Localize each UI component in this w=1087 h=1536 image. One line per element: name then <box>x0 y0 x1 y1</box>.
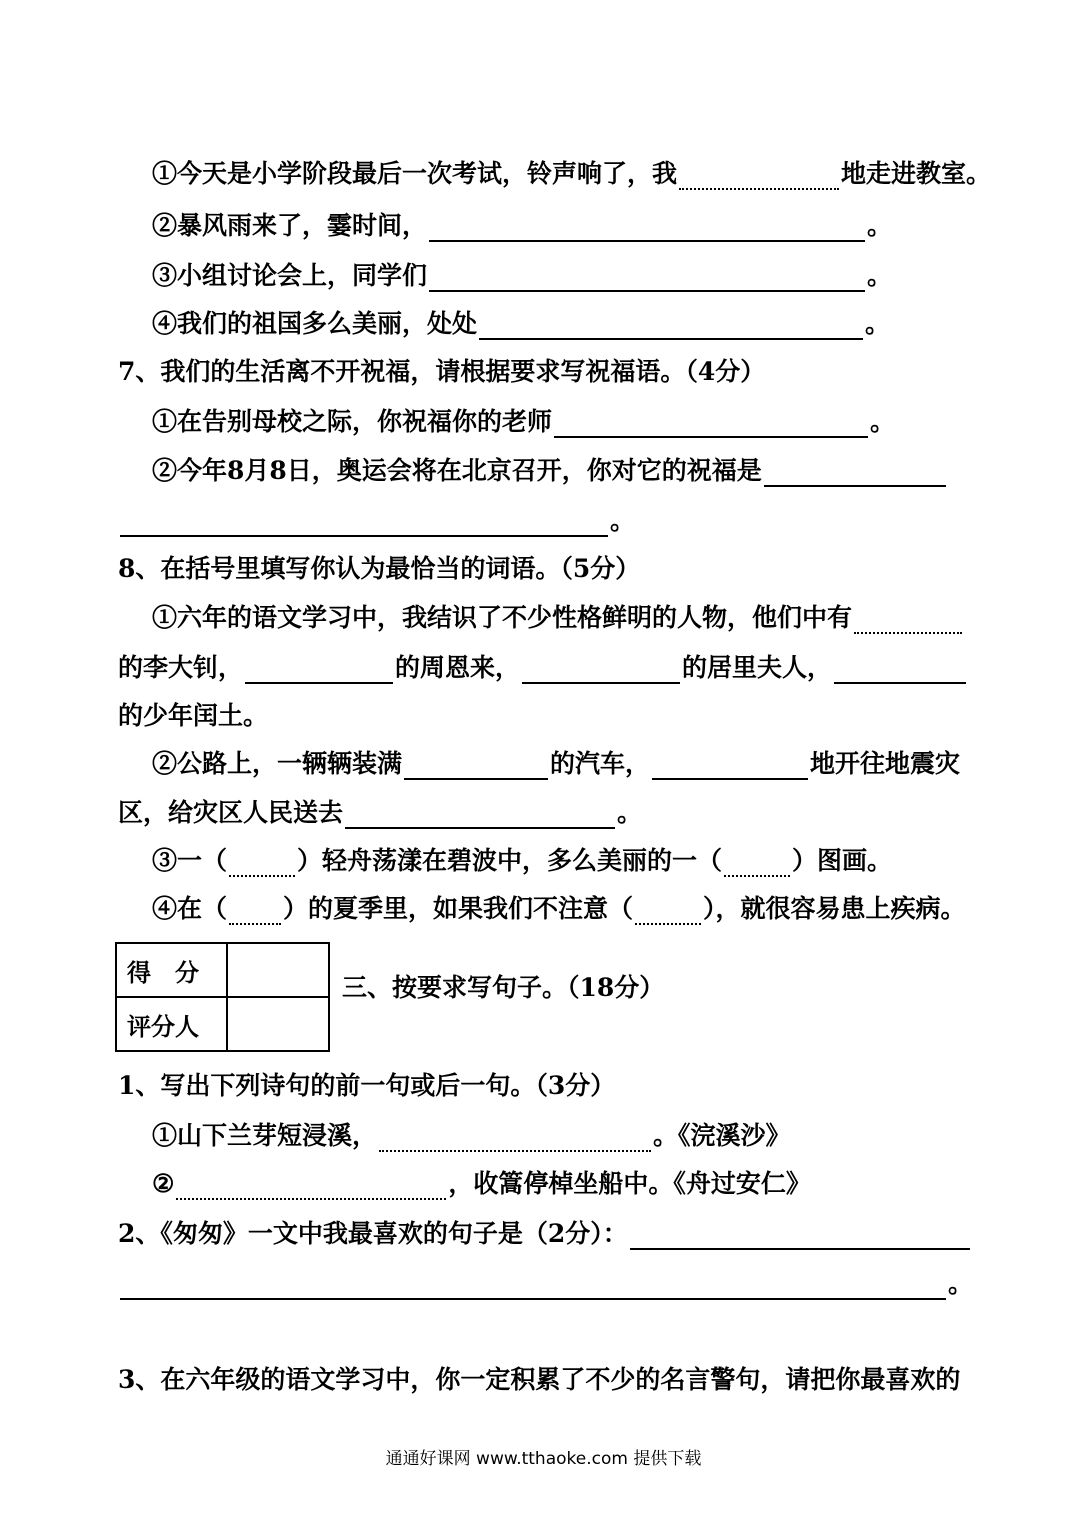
q8-item-1-cont <box>118 652 968 684</box>
s3q2-title: 2、《匆匆》一文中我最喜欢的句子是（2分）： <box>118 1219 628 1248</box>
q7-item-2-suffix: 。 <box>610 506 636 535</box>
q6-item-2-text: ②暴风雨来了，霎时间， <box>152 211 428 240</box>
grader-field[interactable] <box>227 997 329 1051</box>
q8-item-1-p1: 的李大钊， <box>118 653 244 682</box>
q7-item-1-text: ①在告别母校之际，你祝福你的老师 <box>152 407 553 436</box>
s3q1-item-2-blank[interactable] <box>176 1172 446 1200</box>
q8-item-1-blank-1[interactable] <box>854 606 962 634</box>
q8-item-2-blank-2[interactable] <box>652 752 808 780</box>
s3q1-item-1-blank[interactable] <box>379 1124 651 1152</box>
s3q1-title <box>118 1070 615 1102</box>
s3q1-item-1-text: ①山下兰芽短浸溪， <box>152 1121 378 1150</box>
s3q2 <box>118 1218 972 1250</box>
q8-item-3-a: ③一（ <box>152 846 228 875</box>
q8-item-4 <box>152 893 966 925</box>
q8-item-4-c: ），就很容易患上疾病。 <box>703 894 966 923</box>
s3q3-title: 3、在六年级的语文学习中，你一定积累了不少的名言警句，请把你最喜欢的 <box>118 1365 961 1394</box>
q7-item-1 <box>152 406 895 438</box>
score-box <box>115 942 330 1052</box>
grader-label: 评分人 <box>116 997 227 1051</box>
q8-item-1-end <box>118 700 268 732</box>
s3q2-cont <box>118 1268 973 1300</box>
q7-item-1-blank[interactable] <box>554 410 868 438</box>
q6-item-2 <box>152 210 892 242</box>
s3q1-item-2-text: ② <box>152 1169 175 1198</box>
q7-item-1-suffix: 。 <box>870 407 896 436</box>
q8-item-2-c: 地开往地震灾 <box>810 749 961 778</box>
q8-item-2-e: 。 <box>617 798 643 827</box>
q6-item-1-suffix: 地走进教室。 <box>841 159 992 188</box>
q7-item-2 <box>152 455 948 487</box>
q8-title <box>118 553 640 585</box>
s3q1-title-text: 1、写出下列诗句的前一句或后一句。（3分） <box>118 1071 616 1100</box>
q8-item-1-text: ①六年的语文学习中，我结识了不少性格鲜明的人物，他们中有 <box>152 603 853 632</box>
q6-item-1 <box>152 158 991 190</box>
section-3-title-text: 三、按要求写句子。（18分） <box>342 973 665 1002</box>
q7-title-text: 7、我们的生活离不开祝福，请根据要求写祝福语。（4分） <box>118 357 766 386</box>
q8-item-1-blank-4[interactable] <box>834 656 966 684</box>
q8-item-4-blank-2[interactable] <box>635 897 701 925</box>
q7-title <box>118 356 765 388</box>
q8-item-2-d: 区，给灾区人民送去 <box>118 798 344 827</box>
q8-item-1-p3: 的居里夫人， <box>682 653 833 682</box>
q6-item-3-text: ③小组讨论会上，同学们 <box>152 261 428 290</box>
q8-item-2-a: ②公路上，一辆辆装满 <box>152 749 403 778</box>
q6-item-1-blank[interactable] <box>679 162 839 190</box>
q8-item-3 <box>152 845 892 877</box>
q8-item-2-b: 的汽车， <box>550 749 651 778</box>
q8-item-2-cont <box>118 797 642 829</box>
s3q3 <box>118 1364 960 1396</box>
q7-item-2-blank-b[interactable] <box>120 509 608 537</box>
q6-item-3 <box>152 260 892 292</box>
q8-item-3-c: ）图画。 <box>792 846 893 875</box>
score-label: 得 分 <box>116 943 227 997</box>
q8-item-2-blank-1[interactable] <box>404 752 548 780</box>
q6-item-4 <box>152 308 890 340</box>
q8-item-3-b: ）轻舟荡漾在碧波中，多么美丽的一（ <box>297 846 723 875</box>
q8-item-3-blank-1[interactable] <box>229 849 295 877</box>
q7-item-2-blank-a[interactable] <box>764 459 946 487</box>
q7-item-2-cont <box>118 505 635 537</box>
footer: 通通好课网 www.tthaoke.com 提供下载 <box>385 1449 702 1469</box>
q8-item-1-blank-3[interactable] <box>522 656 680 684</box>
q6-item-3-blank[interactable] <box>429 264 865 292</box>
q6-item-1-text: ①今天是小学阶段最后一次考试，铃声响了，我 <box>152 159 678 188</box>
score-field[interactable] <box>227 943 329 997</box>
q6-item-4-suffix: 。 <box>865 309 891 338</box>
q8-item-1-p2: 的周恩来， <box>395 653 521 682</box>
q6-item-3-suffix: 。 <box>867 261 893 290</box>
s3q2-blank-b[interactable] <box>120 1272 946 1300</box>
q7-item-2-text: ②今年8月8日，奥运会将在北京召开，你对它的祝福是 <box>152 456 762 485</box>
q6-item-2-blank[interactable] <box>429 214 865 242</box>
q8-item-1-p4: 的少年闰土。 <box>118 701 269 730</box>
section-3-title <box>342 972 664 1004</box>
s3q2-end: 。 <box>948 1269 974 1298</box>
s3q1-item-2 <box>152 1168 811 1200</box>
q8-item-4-b: ）的夏季里，如果我们不注意（ <box>283 894 634 923</box>
q8-item-3-blank-2[interactable] <box>724 849 790 877</box>
q8-item-4-a: ④在（ <box>152 894 228 923</box>
q6-item-4-blank[interactable] <box>479 312 863 340</box>
q8-item-4-blank-1[interactable] <box>229 897 281 925</box>
q6-item-4-text: ④我们的祖国多么美丽，处处 <box>152 309 478 338</box>
q6-item-2-suffix: 。 <box>867 211 893 240</box>
q8-item-1 <box>152 602 964 634</box>
q8-item-2-blank-3[interactable] <box>345 801 615 829</box>
s3q1-item-1-suffix: 。《浣溪沙》 <box>653 1121 791 1150</box>
q8-item-2 <box>152 748 960 780</box>
q8-item-1-blank-2[interactable] <box>245 656 393 684</box>
s3q1-item-2-suffix: ，收篙停棹坐船中。《舟过安仁》 <box>448 1169 811 1198</box>
s3q2-blank-a[interactable] <box>630 1222 970 1250</box>
q8-title-text: 8、在括号里填写你认为最恰当的词语。（5分） <box>118 554 641 583</box>
s3q1-item-1 <box>152 1120 791 1152</box>
